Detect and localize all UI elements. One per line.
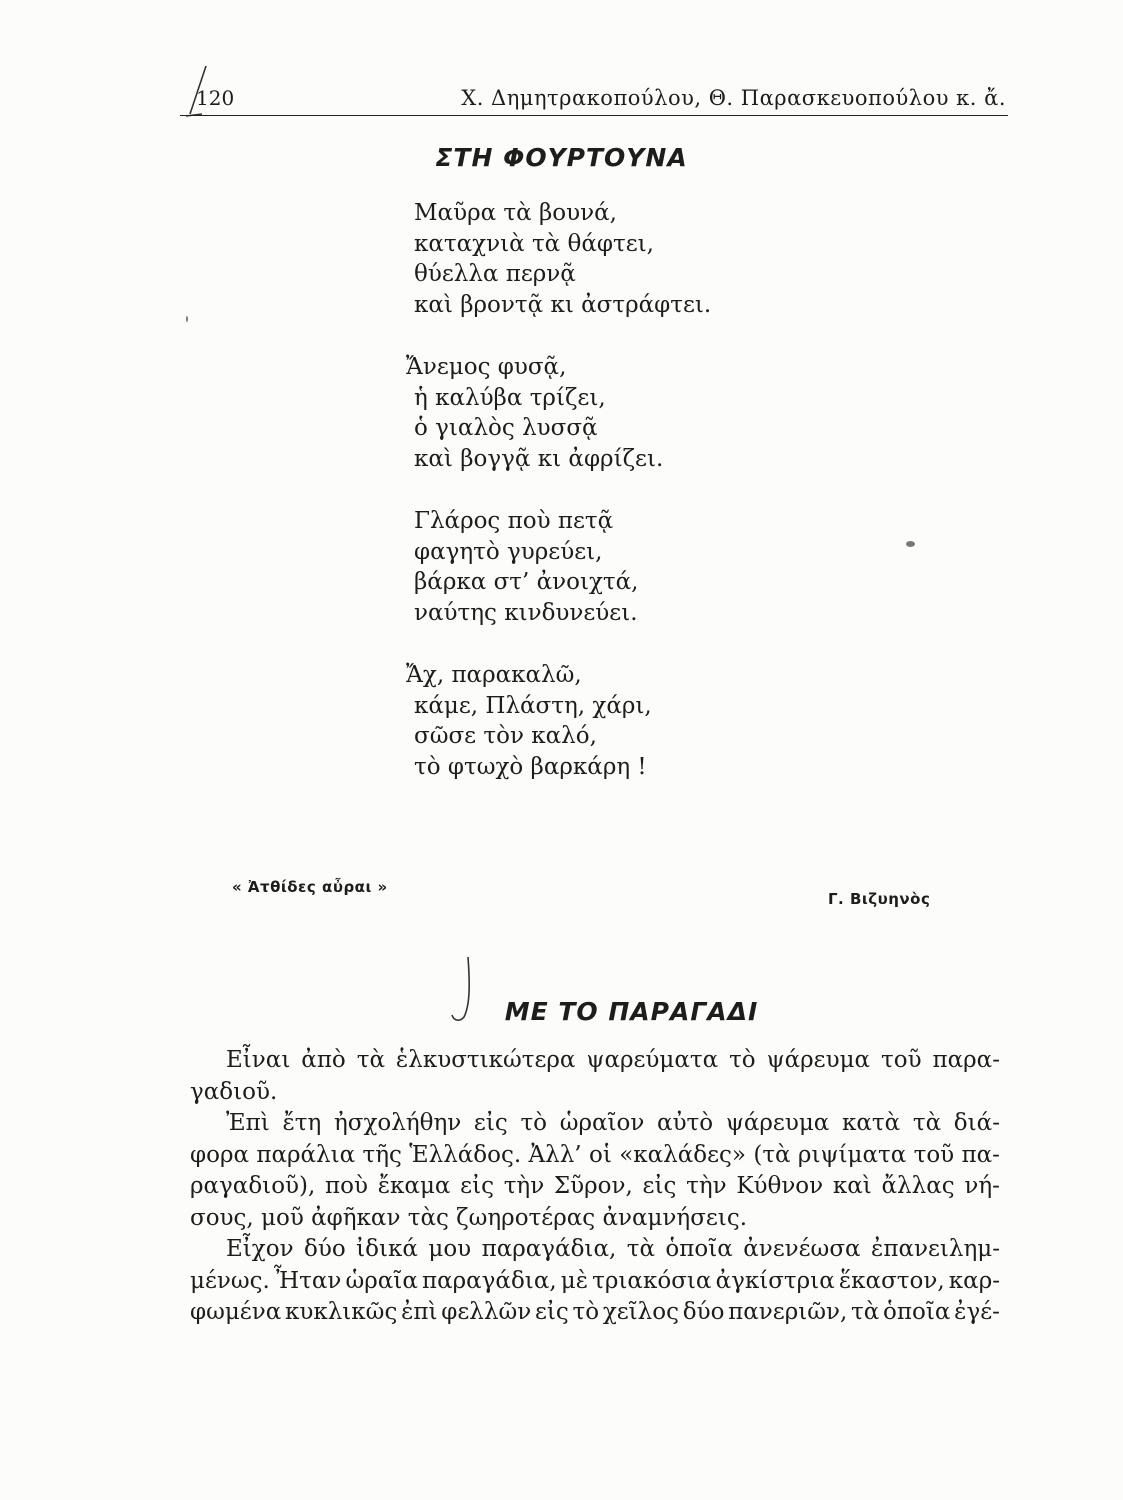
ink-speck bbox=[906, 541, 915, 547]
prose-line: Ἐπὶ ἔτη ἠσχολήθην εἰς τὸ ὡραῖον αὐτὸ ψάρευμα κατὰ τὰ διά- bbox=[226, 1110, 1000, 1136]
poem-line: βάρκα στ’ ἀνοιχτά, bbox=[414, 569, 639, 595]
poem bbox=[406, 198, 834, 814]
poem-line: ἡ καλύβα τρίζει, bbox=[414, 384, 606, 411]
running-title: Χ. Δημητρακοπούλου, Θ. Παρασκευοπούλου κ. ἄ. bbox=[461, 86, 1006, 110]
poem-line: σῶσε τὸν καλό, bbox=[414, 723, 597, 749]
poem-line: ὁ γιαλὸς λυσσᾷ bbox=[414, 415, 598, 441]
prose-line: Εἶναι ἀπὸ τὰ ἑλκυστικώτερα ψαρεύματα τὸ ψάρευμα τοῦ παρα- bbox=[226, 1047, 1000, 1073]
prose-line: φωμένα κυκλικῶς ἐπὶ φελλῶν εἰς τὸ χεῖλος δύο πανεριῶν, τὰ ὁποῖα ἐγέ- bbox=[190, 1299, 1000, 1325]
poem-title: ΣΤΗ ΦΟΥΡΤΟΥΝΑ bbox=[435, 143, 688, 172]
header-rule bbox=[180, 115, 1008, 116]
prose-line: Εἶχον δύο ἰδικά μου παραγάδια, τὰ ὁποῖα ἀνενέωσα ἐπανειλημ- bbox=[226, 1236, 1000, 1262]
poem-line: ναύτης κινδυνεύει. bbox=[414, 599, 638, 626]
poem-line: Μαῦρα τὰ βουνά, bbox=[414, 200, 617, 226]
stanza bbox=[406, 660, 834, 782]
prose-line: σους, μοῦ ἀφῆκαν τὰς ζωηροτέρας ἀναμνήσεις. bbox=[190, 1204, 748, 1231]
prose-line: ραγαδιοῦ), ποὺ ἔκαμα εἰς τὴν Σῦρον, εἰς τὴν Κύθνον καὶ ἄλλας νή- bbox=[190, 1173, 1000, 1199]
poem-line: καὶ βογγᾷ κι ἀφρίζει. bbox=[414, 445, 664, 472]
prose-line: μένως. Ἦταν ὡραῖα παραγάδια, μὲ τριακόσια ἀγκίστρια ἕκαστον, καρ- bbox=[190, 1267, 1000, 1294]
stanza bbox=[406, 352, 834, 474]
page-header bbox=[180, 82, 1008, 118]
prose-line: φορα παράλια τῆς Ἑλλάδος. Ἀλλ’ οἱ «καλάδες» (τὰ ριψίματα τοῦ πα- bbox=[190, 1141, 1000, 1168]
ink-speck bbox=[186, 316, 188, 322]
poem-line: θύελλα περνᾷ bbox=[414, 261, 576, 287]
prose-line: γαδιοῦ. bbox=[190, 1078, 278, 1105]
poem-line: Ἄνεμος φυσᾷ, bbox=[406, 354, 567, 380]
stanza bbox=[414, 198, 834, 320]
poem-line: κάμε, Πλάστη, χάρι, bbox=[414, 692, 652, 719]
poem-source: « Ἀτθίδες αὖραι » bbox=[232, 878, 388, 896]
poem-line: φαγητὸ γυρεύει, bbox=[414, 538, 603, 565]
section-title: ΜΕ ΤΟ ΠΑΡΑΓΑΔΙ bbox=[504, 997, 759, 1026]
poem-line: τὸ φτωχὸ βαρκάρη ! bbox=[414, 753, 647, 780]
poem-line: καὶ βροντᾷ κι ἀστράφτει. bbox=[414, 291, 712, 318]
stanza bbox=[414, 506, 834, 628]
page-number: 120 bbox=[196, 86, 235, 110]
poem-line: Ἄχ, παρακαλῶ, bbox=[406, 662, 582, 688]
poem-author: Γ. Βιζυηνὸς bbox=[828, 890, 931, 908]
poem-line: Γλάρος ποὺ πετᾷ bbox=[414, 508, 614, 534]
poem-line: καταχνιὰ τὰ θάφτει, bbox=[414, 230, 654, 257]
prose bbox=[190, 1045, 1000, 1329]
